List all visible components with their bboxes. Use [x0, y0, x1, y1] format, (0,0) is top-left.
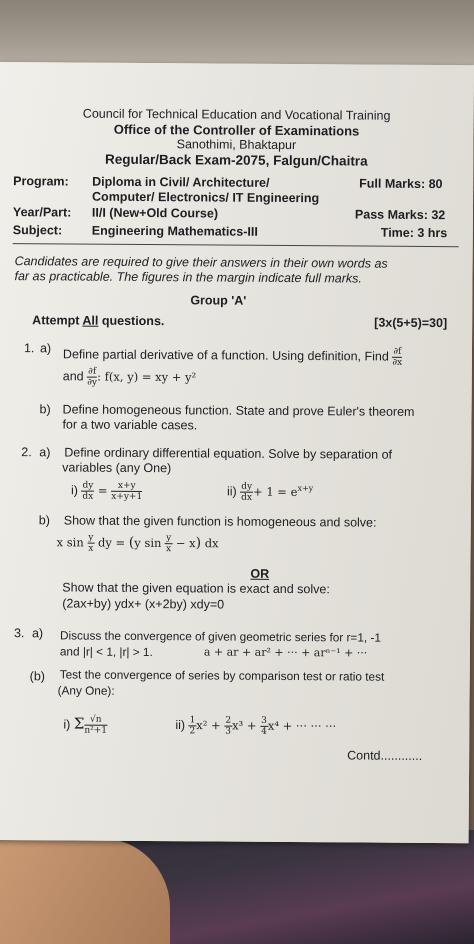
- q3b-text-1: Test the convergence of series by comparison test or ratio test: [59, 667, 385, 684]
- group-marks: [3x(5+5)=30]: [374, 315, 448, 331]
- q3b-text-2: (Any One):: [57, 683, 115, 698]
- subject-value: Engineering Mathematics-III: [91, 223, 258, 239]
- q3a-series: a + ar + ar² + ··· + arⁿ⁻¹ + ···: [203, 645, 368, 660]
- q2a-text-1: Define ordinary differential equation. Solve by separation of: [64, 445, 393, 462]
- df-dx-fraction: $\frac{\partial f}{\partial x}$: [392, 346, 403, 368]
- q2b-label: b): [38, 513, 50, 528]
- q2a-text-2: variables (any One): [62, 460, 172, 476]
- full-marks: Full Marks: 80: [359, 176, 443, 192]
- pass-marks: Pass Marks: 32: [354, 207, 446, 223]
- q3a-label: a): [31, 626, 44, 641]
- q2b-equation: x sin $\frac{y}{x}$ dy = (y sin $\frac{y}{x}$ − x) dx: [56, 532, 219, 555]
- program-label: Program:: [13, 174, 69, 189]
- q3b-i: i) Σ $\frac{√n}{\text{n²+1}}$: [63, 714, 108, 736]
- exam-paper: [0, 62, 474, 843]
- q1b-text-2: for a two variable cases.: [62, 417, 198, 433]
- subject-label: Subject:: [12, 223, 63, 238]
- q3b-ii: ii) $\frac{1}{2}$ x² + $\frac{2}{3}$ x³ + $\frac{3}{4}$ x⁴ + ··· ··· ···: [175, 715, 337, 737]
- year-label: Year/Part:: [12, 205, 72, 220]
- group-title: Group 'A': [190, 293, 247, 308]
- q2a-i: i) $\frac{dy}{dx}$ = $\frac{x+y}{x+y+1}$: [70, 480, 143, 503]
- office-title: Office of the Controller of Examinations: [113, 121, 360, 139]
- q3-number: 3.: [13, 626, 25, 641]
- location: Sanothimi, Bhaktapur: [176, 137, 297, 153]
- divider: [13, 243, 459, 247]
- q2a-ii: ii) $\frac{dy}{dx}$ + $1 = e^{x+y}$: [226, 481, 314, 503]
- exam-title: Regular/Back Exam-2075, Falgun/Chaitra: [104, 151, 368, 169]
- instruction-line-1: Candidates are required to give their answers in their own words as: [14, 254, 388, 271]
- q1-number: 1.: [23, 341, 35, 356]
- q1b-label: b): [39, 402, 51, 417]
- hand: [0, 838, 170, 944]
- q3a-text-2: and |r| < 1, |r| > 1.: [59, 644, 153, 660]
- q2a-label: a): [39, 445, 51, 460]
- background-top: [0, 0, 474, 70]
- q1b-text-1: Define homogeneous function. State and prove Euler's theorem: [62, 402, 415, 419]
- council-title: Council for Technical Education and Vocational Training: [82, 106, 391, 123]
- continued-label: Contd............: [347, 748, 423, 763]
- q2b-or-text: Show that the given equation is exact and solve:: [62, 580, 330, 597]
- attempt-instruction: Attempt All questions.: [32, 313, 165, 329]
- program-value-1: Diploma in Civil/ Architecture/: [92, 174, 270, 190]
- q2-number: 2.: [21, 445, 32, 460]
- instruction-line-2: far as practicable. The figures in the margin indicate full marks.: [14, 269, 362, 286]
- df-dy-fraction: $\frac{\partial f}{\partial y}$: [87, 366, 98, 388]
- program-value-2: Computer/ Electronics/ IT Engineering: [92, 189, 320, 206]
- time: Time: 3 hrs: [380, 225, 448, 241]
- q1a-text: Define partial derivative of a function. Using definition, Find $\frac{\partial f}{\partial x}$: [62, 346, 403, 368]
- q2b-text: Show that the given function is homogeneous and solve:: [63, 513, 377, 530]
- q3b-label: (b): [29, 669, 46, 684]
- year-value: II/I (New+Old Course): [91, 205, 219, 221]
- q1a-label: a): [39, 341, 52, 356]
- q2b-or-equation: (2ax+by) ydx+ (x+2by) xdy=0: [62, 596, 225, 612]
- or-divider: OR: [250, 566, 270, 581]
- q3a-text-1: Discuss the convergence of given geometric series for r=1, -1: [59, 628, 382, 645]
- q1a-text-2: and $\frac{\partial f}{\partial y}$ : f(x, y) = xy + y²: [62, 366, 197, 388]
